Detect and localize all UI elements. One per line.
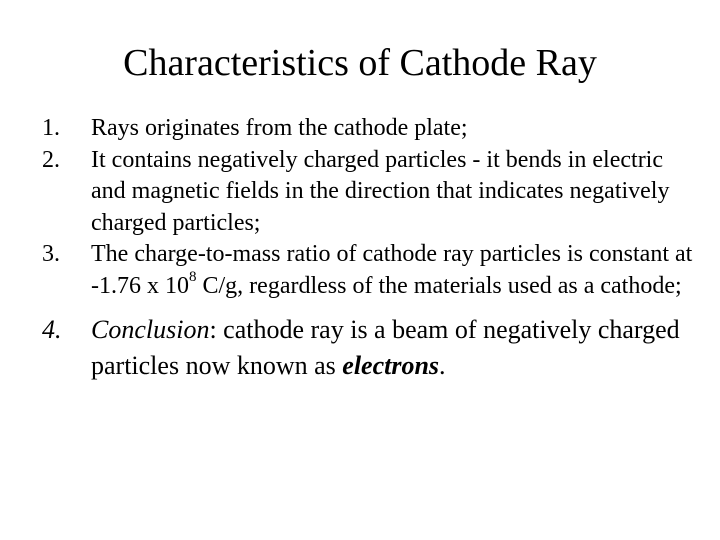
list-item-text: It contains negatively charged particles - it bends in electric and magnetic fields in the direction that indicates negatively charged particles; [91, 146, 670, 236]
slide-title: Characteristics of Cathode Ray [123, 42, 597, 84]
characteristics-list [42, 113, 702, 384]
conclusion-end: . [439, 351, 446, 380]
list-item [42, 239, 702, 302]
conclusion-text: : cathode ray is a beam of negatively charged particles now known as [91, 315, 680, 380]
list-item-number: 2. [42, 146, 60, 173]
list-item [42, 113, 702, 145]
list-item-text-end: C/g, regardless of the materials used as a cathode; [196, 272, 682, 299]
conclusion-label: Conclusion [91, 315, 210, 344]
list-item [42, 145, 702, 240]
list-item-number: 1. [42, 115, 60, 141]
list-item-number: 4. [42, 315, 62, 344]
list-item-number: 3. [42, 241, 60, 267]
exponent: 8 [189, 268, 197, 285]
electrons-term: electrons [342, 351, 440, 380]
list-item-text: Rays originates from the cathode plate; [91, 115, 468, 141]
list-item-text-start: The charge-to-mass ratio of cathode ray particles is constant at -1.76 x 10 [91, 241, 693, 299]
conclusion-item [42, 312, 702, 384]
